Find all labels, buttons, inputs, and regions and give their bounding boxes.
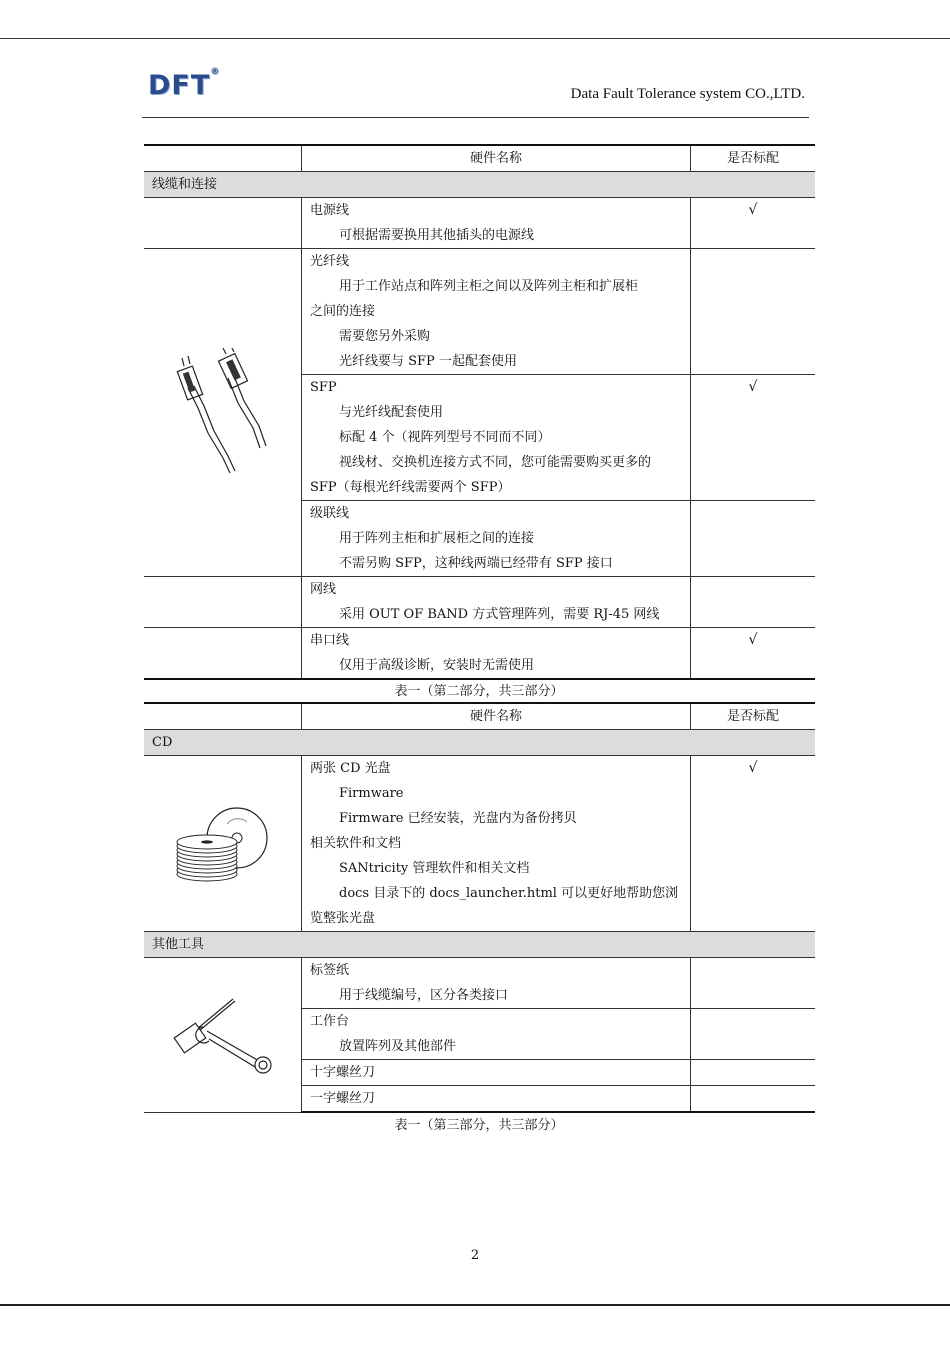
item-desc: 采用 OUT OF BAND 方式管理阵列，需要 RJ-45 网线 (339, 607, 660, 622)
tools-image (144, 958, 302, 1113)
section-row-cd (144, 730, 815, 756)
item-desc: 用于工作站点和阵列主柜之间以及阵列主柜和扩展柜 (339, 279, 639, 294)
table-row (144, 249, 815, 375)
item-desc: 光纤线要与 SFP 一起配套使用 (339, 354, 517, 369)
item-title: 标签纸 (310, 963, 350, 978)
table-row (144, 958, 815, 1009)
item-desc: Firmware (339, 786, 404, 801)
item-desc: 标配 4 个（视阵列型号不同而不同） (339, 430, 551, 445)
fiber-cable-icon (168, 348, 278, 478)
page-top-rule (0, 38, 950, 39)
table-row (144, 577, 815, 628)
item-desc: 览整张光盘 (310, 911, 376, 926)
section-row-cables (144, 172, 815, 198)
table-row (144, 198, 815, 249)
table-caption: 表一（第二部分，共三部分） (394, 684, 564, 699)
item-title: 一字螺丝刀 (310, 1091, 376, 1106)
standard-check (691, 501, 815, 526)
standard-check (691, 249, 815, 274)
section-row-tools (144, 932, 815, 958)
standard-check: √ (748, 202, 758, 218)
page-number: 2 (470, 1248, 480, 1263)
item-title: 网线 (310, 582, 337, 597)
item-desc: 视线材、交换机连接方式不同，您可能需要购买更多的 (339, 455, 652, 470)
cd-image (144, 756, 302, 932)
fiber-cable-image (144, 249, 302, 577)
section-title: 其他工具 (144, 932, 815, 958)
company-name: Data Fault Tolerance system CO.,LTD. (570, 86, 805, 102)
item-desc: 用于阵列主柜和扩展柜之间的连接 (339, 531, 535, 546)
item-title: 两张 CD 光盘 (310, 761, 391, 776)
standard-check (691, 1009, 815, 1034)
hardware-table-part2 (144, 144, 815, 680)
item-desc: 可根据需要换用其他插头的电源线 (339, 228, 535, 243)
item-desc: docs 目录下的 docs_launcher.html 可以更好地帮助您浏 (339, 886, 679, 901)
header-divider (142, 117, 809, 118)
table-header-row (144, 145, 815, 172)
item-title: 光纤线 (310, 254, 350, 269)
standard-check: √ (748, 760, 758, 776)
standard-check (691, 1086, 815, 1111)
hardware-table-part3 (144, 702, 815, 1113)
section-title: 线缆和连接 (144, 172, 815, 198)
item-desc: SFP（每根光纤线需要两个 SFP） (310, 480, 511, 495)
item-title: 串口线 (310, 633, 350, 648)
item-desc: Firmware 已经安装，光盘内为备份拷贝 (339, 811, 577, 826)
page-bottom-rule (0, 1304, 950, 1306)
dft-logo: DFT® (148, 67, 221, 101)
item-desc: 需要您另外采购 (339, 329, 431, 344)
table-header-row (144, 703, 815, 730)
standard-check: √ (748, 632, 758, 648)
cd-stack-icon (173, 804, 273, 884)
standard-check (691, 577, 815, 602)
standard-check (691, 958, 815, 983)
standard-check: √ (748, 379, 758, 395)
item-title: 级联线 (310, 506, 350, 521)
item-desc: 用于线缆编号，区分各类接口 (339, 988, 509, 1003)
item-desc: 仅用于高级诊断，安装时无需使用 (339, 658, 535, 673)
item-desc: SANtricity 管理软件和相关文档 (339, 861, 530, 876)
col-header-name: 硬件名称 (302, 703, 691, 730)
screwdriver-wrench-icon (163, 995, 283, 1075)
item-desc: 不需另购 SFP，这种线两端已经带有 SFP 接口 (339, 556, 613, 571)
item-desc: 放置阵列及其他部件 (339, 1039, 457, 1054)
item-title: 十字螺丝刀 (310, 1065, 376, 1080)
table-caption: 表一（第三部分，共三部分） (394, 1118, 564, 1133)
item-title: 工作台 (310, 1014, 350, 1029)
item-desc: 与光纤线配套使用 (339, 405, 444, 420)
col-header-standard: 是否标配 (691, 145, 816, 172)
standard-check (691, 1060, 815, 1085)
item-desc: 相关软件和文档 (310, 836, 402, 851)
table-row (144, 628, 815, 680)
table-row (144, 756, 815, 932)
section-title: CD (144, 730, 815, 756)
col-header-name: 硬件名称 (302, 145, 691, 172)
item-title: 电源线 (310, 203, 350, 218)
col-header-standard: 是否标配 (691, 703, 816, 730)
item-desc: 之间的连接 (310, 304, 376, 319)
item-title: SFP (310, 380, 337, 395)
